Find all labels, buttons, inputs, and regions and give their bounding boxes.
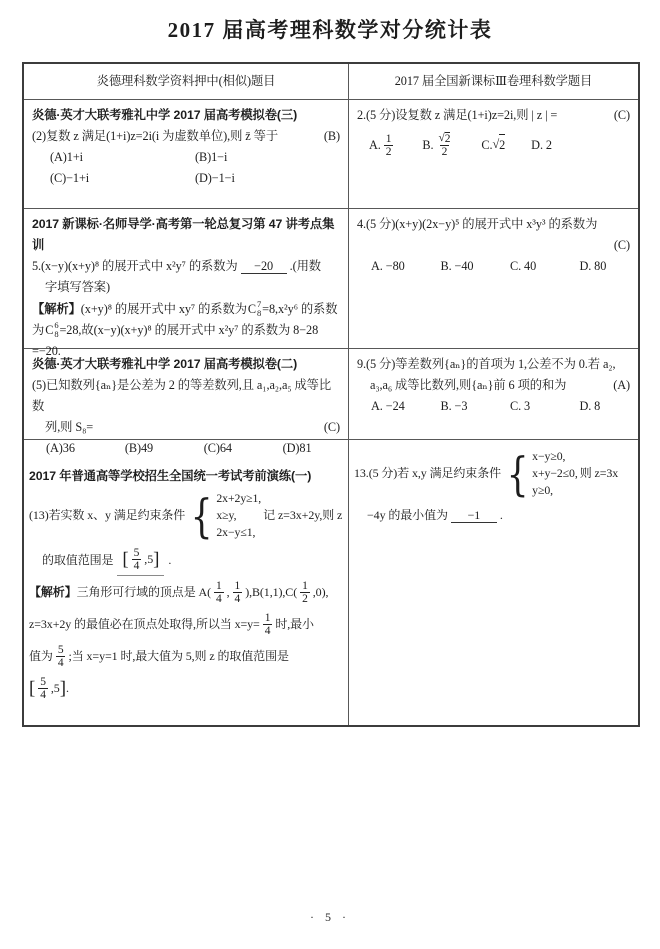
constraint-line: 2x−y≤1, (216, 525, 256, 539)
combination-superscript: 6 (54, 320, 59, 330)
fraction (437, 132, 453, 158)
fraction-numerator: 5 (40, 675, 46, 688)
fraction-denominator: 4 (264, 624, 271, 637)
fraction (300, 580, 310, 605)
answer-interval (117, 545, 164, 576)
radicand: 2 (499, 134, 505, 156)
analysis-text: . (65, 681, 69, 695)
fraction (263, 612, 273, 637)
question-text: 13.(5 分)若 x,y 满足约束条件 (354, 466, 501, 480)
analysis-text: ,0), (312, 585, 329, 599)
fraction-denominator: 2 (385, 145, 392, 158)
option-b: B. −40 (440, 259, 474, 273)
fraction (384, 133, 394, 158)
analysis-text: 为 (32, 322, 45, 337)
table-header-left (24, 64, 349, 100)
option-b: (B)49 (124, 441, 154, 455)
fraction-denominator: 4 (40, 688, 46, 701)
combination-letter: C (247, 301, 256, 316)
constraint-system (187, 490, 261, 541)
answer-letter: (B) (323, 129, 340, 143)
combination-subscript: 8 (54, 328, 59, 339)
option-d: (D)81 (282, 441, 312, 455)
option-a (369, 133, 396, 158)
question-text: 5.(x−y)(x+y)⁸ 的展开式中 x²y⁷ 的系数为 (32, 259, 238, 273)
options (32, 147, 340, 189)
combination-symbol (248, 299, 261, 319)
right-bracket: ] (59, 677, 66, 699)
option-a: (A)36 (46, 441, 75, 455)
question-source: 炎德·英才大联考雅礼中学 2017 届高考模拟卷(三) (32, 108, 298, 122)
fraction-denominator: 4 (57, 656, 64, 669)
answer-letter: (C) (613, 238, 630, 252)
fraction (38, 676, 48, 701)
question-text: 记 z=3x+2y,则 z (263, 508, 343, 522)
blank-answer: −20 (241, 259, 287, 274)
analysis-text: 时,最小 (275, 617, 314, 631)
option-a: A. −24 (371, 399, 405, 413)
combination-superscript: 7 (257, 299, 262, 309)
right-bracket: ] (153, 549, 160, 570)
constraint-line: x+y−2≤0, (532, 466, 578, 480)
analysis-text: 值为 (29, 649, 53, 663)
analysis-text: =28,故(x−y)(x+y)⁸ 的展开式中 x²y⁷ 的系数为 8−28 (59, 322, 319, 337)
analysis-text: ,5 (50, 681, 60, 695)
table-header-right (349, 64, 638, 100)
option-label: C. (481, 137, 493, 152)
row1-left-cell (24, 100, 349, 209)
fraction-numerator: 5 (57, 643, 64, 656)
option-b (422, 132, 455, 158)
question-text: (5)已知数列{aₙ}是公差为 2 的等差数列,且 a₁,a₂,a₅ 成等比数 (32, 378, 332, 413)
analysis-text: (x+y)⁸ 的展开式中 xy⁷ 的系数为 (80, 301, 247, 316)
question-text: . (168, 553, 172, 567)
question-text: 的取值范围是 (42, 553, 114, 567)
question-source: 2017 新课标·名师导学·高考第一轮总复习第 47 讲考点集训 (32, 217, 335, 252)
fraction-denominator: 4 (133, 560, 140, 572)
question-source: 2017 年普通高等学校招生全国统一考试考前演练(一) (29, 469, 312, 483)
interval-rest: ,5 (144, 552, 154, 566)
analysis-label: 【解析】 (32, 301, 81, 316)
question-text: 4.(5 分)(x+y)(2x−y)⁵ 的展开式中 x³y³ 的系数为 (357, 217, 598, 231)
row4-left-cell (24, 440, 349, 725)
question-source: 炎德·英才大联考雅礼中学 2017 届高考模拟卷(二) (32, 357, 298, 371)
option-c: C. 40 (509, 259, 537, 273)
fraction (56, 644, 66, 669)
fraction-denominator: 2 (441, 146, 448, 158)
option-d: D. 2 (531, 137, 552, 152)
fraction-numerator: 5 (133, 547, 140, 559)
row4-right-cell (349, 440, 638, 725)
question-text: 字填写答案) (45, 280, 110, 294)
analysis-label: 【解析】 (29, 585, 77, 599)
answer-letter: (C) (323, 420, 340, 434)
answer-letter: (A) (613, 378, 630, 392)
row2-left-cell (24, 209, 349, 358)
question-text: (2)复数 z 满足(1+i)z=2i(i 为虚数单位),则 z̄ 等于 (32, 129, 279, 143)
comparison-table (22, 62, 640, 727)
sqrt-expression (492, 134, 505, 156)
options (357, 256, 630, 277)
left-brace-icon: { (190, 488, 213, 543)
options (357, 396, 630, 417)
radical-icon: √ (438, 132, 445, 144)
blank-answer: −1 (451, 508, 497, 523)
option-c: (C)−1+i (50, 171, 90, 185)
analysis-text: ),B(1,1),C( (245, 585, 298, 599)
left-brace-icon: { (506, 446, 529, 501)
question-text: 9.(5 分)等差数列{aₙ}的首项为 1,公差不为 0.若 a₂, (357, 357, 616, 371)
question-text: (13)若实数 x、y 满足约束条件 (29, 508, 186, 522)
header-right-label: 2017 届全国新课标Ⅲ卷理科数学题目 (394, 74, 593, 88)
fraction-denominator: 4 (234, 592, 241, 605)
question-text: 则 z=3x (579, 466, 619, 480)
combination-letter: C (45, 322, 54, 337)
left-bracket: [ (29, 677, 36, 699)
question-text: 2.(5 分)设复数 z 满足(1+i)z=2i,则 | z | = (357, 108, 558, 122)
radical-icon: √ (492, 137, 500, 151)
option-b: (B)1−i (195, 150, 228, 164)
options (357, 130, 630, 160)
question-text: a₃,a₆ 成等比数列,则{aₙ}前 6 项的和为 (370, 378, 567, 392)
analysis-text: =8,x²y⁶ 的系数 (262, 301, 338, 316)
option-a: (A)1+i (50, 150, 83, 164)
constraint-line: 2x+2y≥1, (216, 491, 262, 505)
constraint-line: y≥0, (532, 483, 553, 497)
fraction-numerator: 1 (264, 611, 271, 624)
fraction-denominator: 2 (302, 592, 308, 605)
option-b: B. −3 (440, 399, 468, 413)
analysis-text: z=3x+2y 的最值必在顶点处取得,所以当 x=y= (29, 617, 260, 631)
question-text: .(用数 (289, 259, 321, 273)
question-text: 列,则 S₈= (45, 420, 94, 434)
row1-right-cell (349, 100, 638, 209)
analysis-text: ;当 x=y=1 时,最大值为 5,则 z 的取值范围是 (68, 649, 289, 663)
page-number: · 5 · (310, 910, 350, 924)
option-d: D. 8 (579, 399, 601, 413)
page-title: 2017 届高考理科数学对分统计表 (167, 18, 493, 42)
header-left-label: 炎德理科数学资料押中(相似)题目 (96, 74, 276, 88)
option-c (481, 134, 505, 156)
option-c: (C)64 (203, 441, 232, 455)
question-text: . (499, 508, 503, 522)
fraction-numerator: 1 (215, 579, 222, 592)
row3-right-cell (349, 349, 638, 440)
question-text: −4y 的最小值为 (367, 508, 448, 522)
analysis-text: , (226, 585, 230, 599)
constraint-line: x−y≥0, (532, 449, 566, 463)
option-d: D. 80 (579, 259, 607, 273)
option-a: A. −80 (371, 259, 405, 273)
radicand: 2 (444, 133, 451, 145)
fraction-numerator: 1 (385, 132, 392, 145)
combination-subscript: 8 (257, 307, 262, 318)
fraction (132, 547, 142, 572)
combination-symbol (45, 320, 58, 340)
answer-letter: (C) (613, 108, 630, 122)
option-label: B. (422, 137, 434, 152)
fraction-numerator: 1 (302, 579, 308, 592)
option-label: A. (369, 137, 381, 152)
fraction-denominator: 4 (215, 592, 222, 605)
fraction-numerator: 1 (234, 579, 241, 592)
constraint-system (503, 448, 578, 499)
row3-left-cell (24, 349, 349, 455)
fraction (214, 580, 224, 605)
fraction (233, 580, 243, 605)
option-c: C. 3 (509, 399, 531, 413)
analysis-text: 三角形可行域的顶点是 A( (76, 585, 211, 599)
analysis-text: =−20. (32, 343, 61, 358)
sqrt-expression (437, 132, 453, 145)
row2-right-cell (349, 209, 638, 349)
constraint-line: x≥y, (216, 508, 237, 522)
left-bracket: [ (122, 549, 129, 570)
option-d: (D)−1−i (195, 171, 235, 185)
